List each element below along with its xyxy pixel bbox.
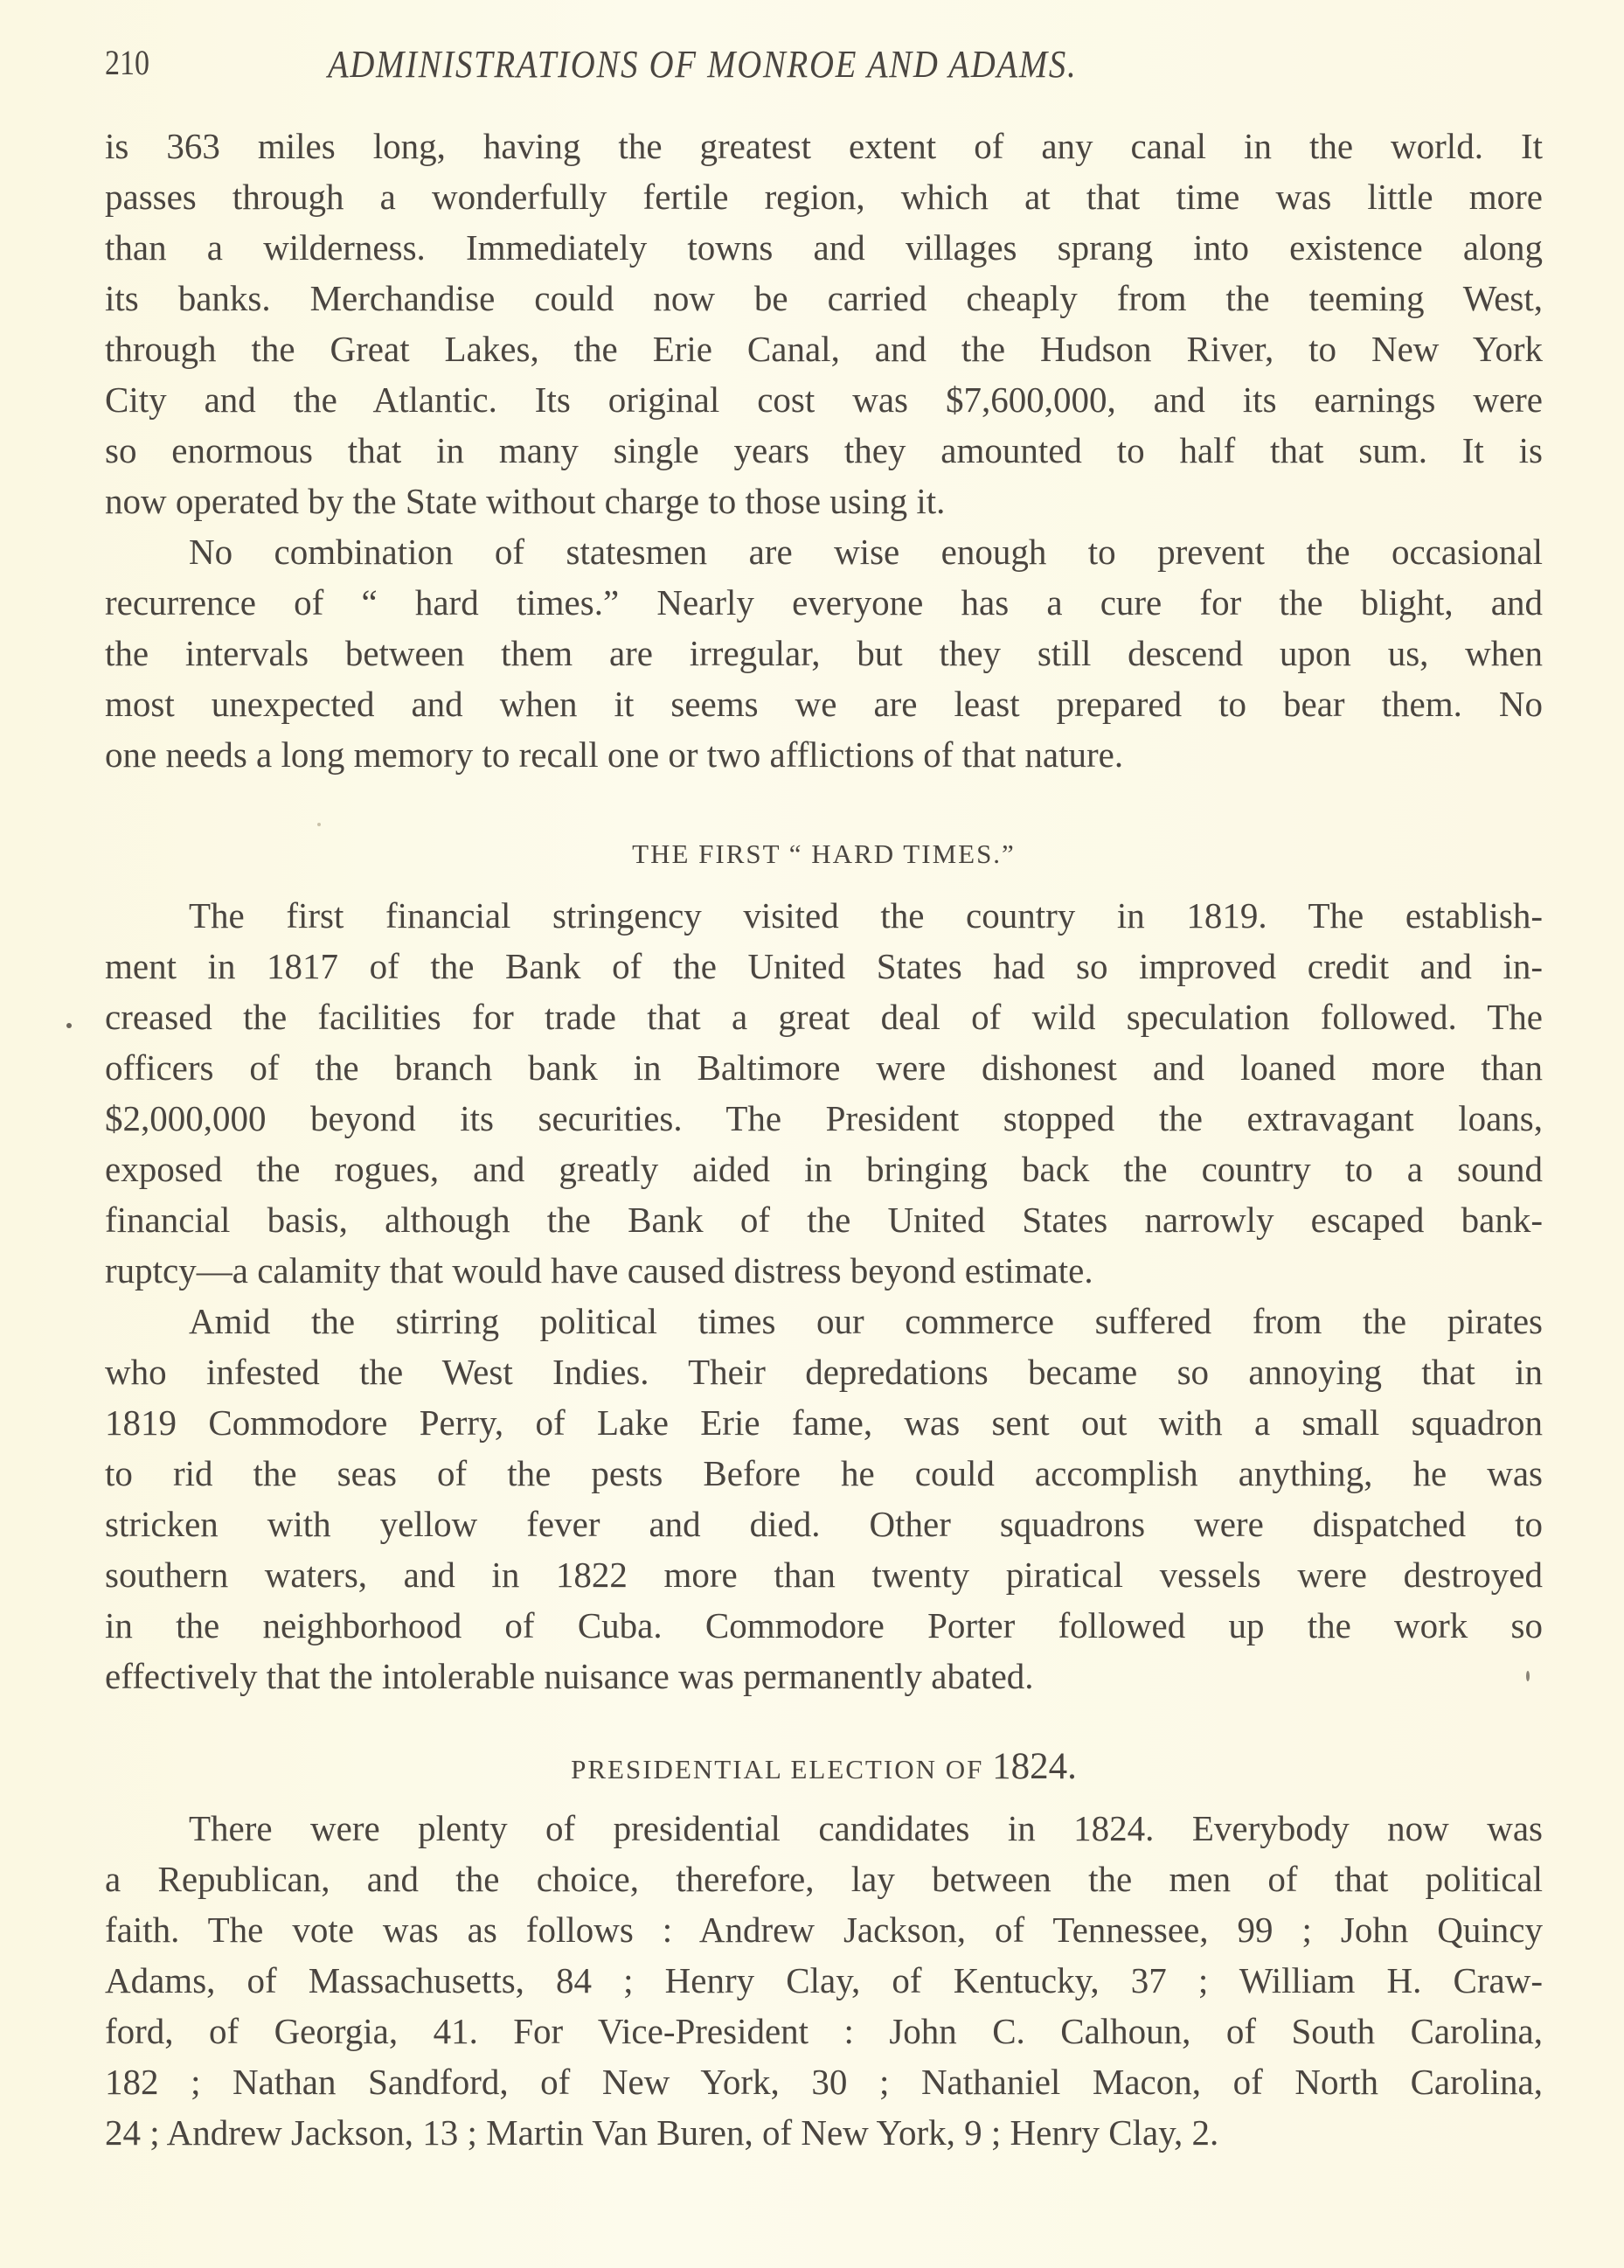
section-gap	[105, 780, 1543, 806]
text-line: Adams, of Massachusetts, 84 ; Henry Clay, of Kentucky, 37 ; William H. Craw-	[105, 1960, 1543, 2000]
text-line: No combination of statesmen are wise enough to prevent the occasional	[189, 532, 1543, 572]
text-line: Amid the stirring political times our commerce suffered from the pirates	[189, 1301, 1543, 1341]
text-line: who infested the West Indies. Their depredations became so annoying that in	[105, 1352, 1543, 1392]
section-gap	[105, 1701, 1543, 1719]
text-line: 182 ; Nathan Sandford, of New York, 30 ; Nathaniel Macon, of North Carolina,	[105, 2062, 1543, 2102]
text-line: than a wilderness. Immediately towns and villages sprang into existence along	[105, 227, 1543, 268]
section-heading	[105, 1719, 1543, 1803]
text-line: financial basis, although the Bank of the United States narrowly escaped bank-	[105, 1200, 1543, 1240]
text-line: ruptcy—a calamity that would have caused distress beyond estimate.	[105, 1250, 1093, 1291]
text-line: The first financial stringency visited the country in 1819. The establish-	[189, 895, 1543, 936]
text-line: 1819 Commodore Perry, of Lake Erie fame, was sent out with a small squadron	[105, 1402, 1543, 1443]
text-line: the intervals between them are irregular, but they still descend upon us, when	[105, 633, 1543, 673]
text-line: so enormous that in many single years they amounted to half that sum. It is	[105, 430, 1543, 470]
text-line: most unexpected and when it seems we are least prepared to bear them. No	[105, 684, 1543, 724]
text-line: one needs a long memory to recall one or two afflictions of that nature.	[105, 734, 1124, 775]
text-line: ment in 1817 of the Bank of the United States had so improved credit and in-	[105, 946, 1543, 986]
text-line: passes through a wonderfully fertile region, which at that time was little more	[105, 177, 1543, 217]
text-line: stricken with yellow fever and died. Other squadrons were dispatched to	[105, 1504, 1543, 1544]
text-line: exposed the rogues, and greatly aided in bringing back the country to a sound	[105, 1149, 1543, 1189]
text-line: City and the Atlantic. Its original cost was $7,600,000, and its earnings were	[105, 379, 1543, 420]
speck	[1526, 1671, 1530, 1681]
paragraph	[105, 121, 1543, 526]
text-line: 24 ; Andrew Jackson, 13 ; Martin Van Buren, of New York, 9 ; Henry Clay, 2.	[105, 2112, 1219, 2153]
speck	[317, 823, 321, 826]
text-line: a Republican, and the choice, therefore, lay between the men of that political	[105, 1859, 1543, 1899]
paragraph	[105, 1803, 1543, 2158]
text-line: is 363 miles long, having the greatest extent of any canal in the world. It	[105, 126, 1543, 166]
text-line: officers of the branch bank in Baltimore were dishonest and loaned more than	[105, 1047, 1543, 1088]
section-heading-text: THE FIRST “ HARD TIMES.”	[632, 838, 1016, 869]
page-number: 210	[105, 43, 149, 82]
text-line: through the Great Lakes, the Erie Canal, and the Hudson River, to New York	[105, 329, 1543, 369]
text-line: in the neighborhood of Cuba. Commodore Porter followed up the work so	[105, 1605, 1543, 1645]
text-line: now operated by the State without charge to those using it.	[105, 481, 946, 521]
page-body	[105, 121, 1543, 2158]
text-line: recurrence of “ hard times.” Nearly everyone has a cure for the blight, and	[105, 582, 1543, 623]
text-line: effectively that the intolerable nuisance was permanently abated.	[105, 1656, 1034, 1696]
text-line: $2,000,000 beyond its securities. The President stopped the extravagant loans,	[105, 1098, 1543, 1138]
section-heading-year: 1824.	[992, 1746, 1077, 1787]
text-line: There were plenty of presidential candidates in 1824. Everybody now was	[189, 1808, 1543, 1848]
paragraph	[105, 890, 1543, 1296]
paragraph	[105, 526, 1543, 780]
section-heading-text: PRESIDENTIAL ELECTION OF	[571, 1754, 984, 1784]
section-heading	[105, 806, 1543, 890]
text-line: southern waters, and in 1822 more than twenty piratical vessels were destroyed	[105, 1555, 1543, 1595]
speck	[66, 1023, 72, 1028]
text-line: ford, of Georgia, 41. For Vice-President : John C. Calhoun, of South Carolina,	[105, 2011, 1543, 2051]
text-line: its banks. Merchandise could now be carried cheaply from the teeming West,	[105, 278, 1543, 318]
text-line: faith. The vote was as follows : Andrew Jackson, of Tennessee, 99 ; John Quincy	[105, 1910, 1543, 1950]
text-line: to rid the seas of the pests Before he could accomplish anything, he was	[105, 1453, 1543, 1493]
text-line: creased the facilities for trade that a great deal of wild speculation followed. The	[105, 997, 1543, 1037]
running-title: ADMINISTRATIONS OF MONROE AND ADAMS.	[328, 43, 1078, 86]
page-header	[105, 42, 1538, 94]
paragraph	[105, 1296, 1543, 1701]
